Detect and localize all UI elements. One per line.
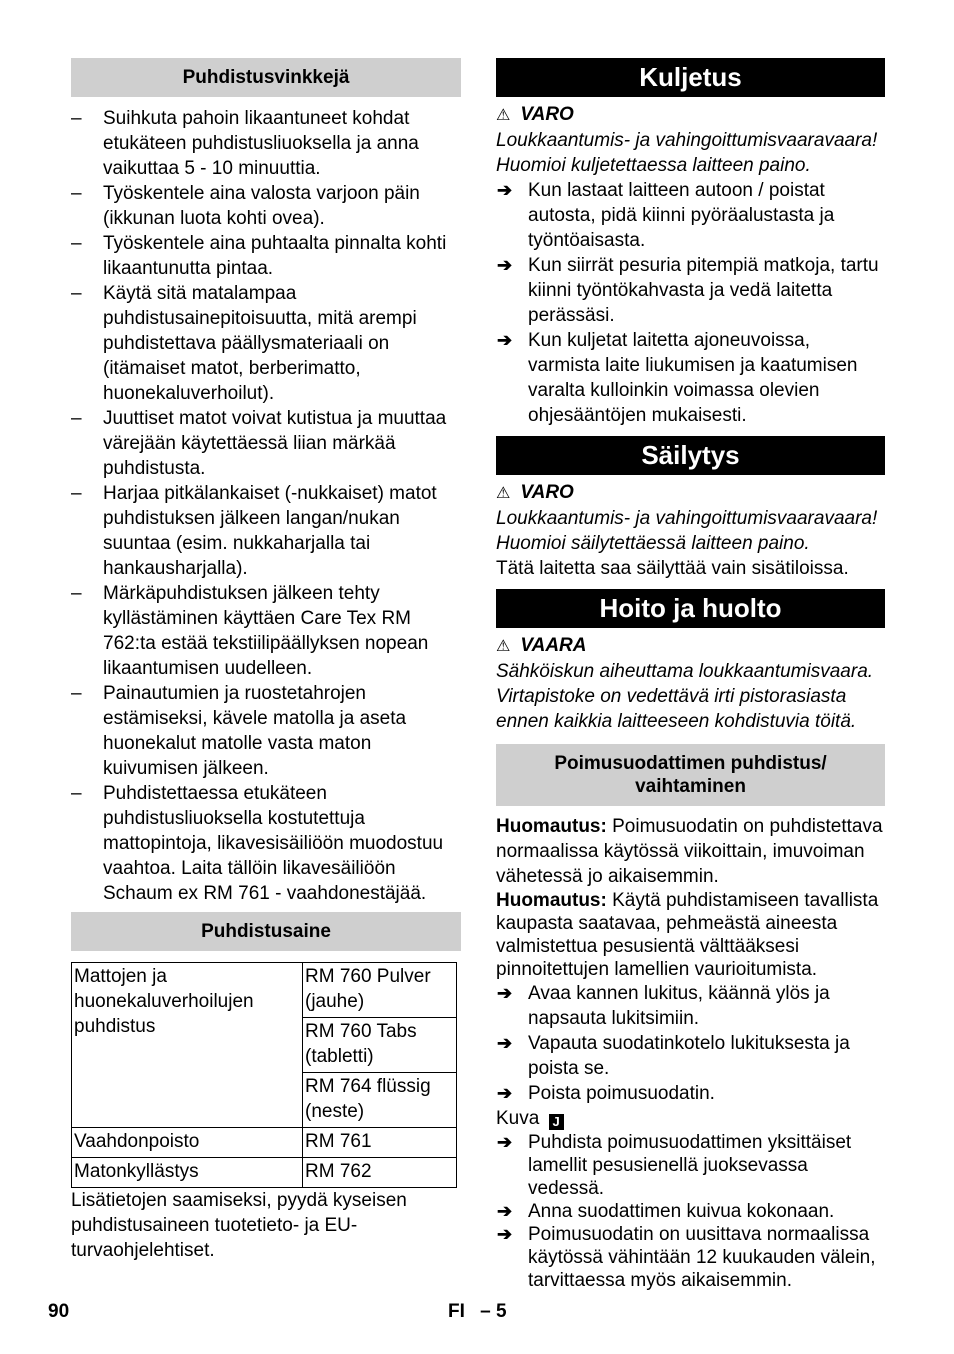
footer-lang: FI [448,1301,465,1322]
list-item: – Työskentele aina valosta varjoon päin (ikkunan luota kohti ovea). [71,183,420,229]
list-item: – Käytä sitä matalampaa puhdistusainepitoisuutta, mitä arempi puhdistettava päällysmateriaali on (itämaiset matot, berberimatto, huonekaluverhoilut). [71,283,417,404]
arrow-icon: ➔ [497,180,513,200]
maintenance-warning-text: Sähköiskun aiheuttama loukkaantumisvaara. Virtapistoke on vedettävä irti pistorasiasta ennen kaikkia laitteeseen kohdistuvia töitä. [496,661,874,732]
list-item: ➔ Avaa kannen lukitus, käännä ylös ja napsauta lukitsimiin. [497,983,830,1029]
arrow-icon: ➔ [497,1132,513,1152]
maintenance-warning-label: ⚠ VAARA [496,635,587,656]
arrow-icon: ➔ [497,1083,513,1103]
arrow-icon: ➔ [497,255,513,275]
list-item: – Työskentele aina puhtaalta pinnalta kohti likaantunutta pintaa. [71,233,447,279]
right-column [496,58,885,1292]
note-1: Huomautus: Poimusuodatin on puhdistettava normaalissa käytössä viikoittain, imuvoiman vähetessä jo aikaisemmin. [496,816,883,887]
more-info-text: Lisätietojen saamiseksi, pyydä kyseisen puhdistusaineen tuotetieto- ja EU-turvaohjelehtiset. [71,1190,407,1261]
table-cell: RM 764 flüssig (neste) [303,1073,457,1128]
left-column [71,58,461,1263]
list-item: – Painautumien ja ruostetahrojen estämiseksi, kävele matolla ja aseta huonekalut matolle vasta maton kuivumisen jälkeen. [71,683,407,779]
arrow-icon: ➔ [497,330,513,350]
footer-section [448,1299,507,1324]
storage-note: Tätä laitetta saa säilyttää vain sisätiloissa. [496,558,849,579]
list-item: ➔ Puhdista poimusuodattimen yksittäiset lamellit pesusienellä juoksevassa vedessä. [497,1132,852,1199]
figure-reference: Kuva J [496,1106,885,1131]
agent-heading: Puhdistusaine [71,912,461,951]
table-cell: RM 760 Tabs (tabletti) [303,1018,457,1073]
transport-warning-text: Loukkaantumis- ja vahingoittumisvaaravaara! Huomioi kuljetettaessa laitteen paino. [496,130,878,176]
page-number: 90 [48,1301,70,1322]
storage-warning-text: Loukkaantumis- ja vahingoittumisvaaravaara! Huomioi säilytettäessä laitteen paino. [496,508,878,554]
warning-triangle-icon: ⚠ [496,485,511,502]
tips-heading: Puhdistusvinkkejä [71,58,461,97]
transport-warning-label: ⚠ VARO [496,104,574,125]
list-item: – Märkäpuhdistuksen jälkeen tehty kyllästäminen käyttäen Care Tex RM 762:ta estää tekstiilipäällyksen nopean likaantumisen uudelleen. [71,583,429,679]
maintenance-heading: Hoito ja huolto [496,589,885,628]
filter-steps-b [496,1131,885,1292]
storage-heading: Säilytys [496,436,885,475]
table-cell: Vaahdonpoisto [72,1128,303,1158]
tips-list [71,106,461,906]
arrow-icon: ➔ [497,1033,513,1053]
arrow-icon: ➔ [497,1224,513,1244]
table-cell: RM 761 [303,1128,457,1158]
list-item: ➔ Kun kuljetat laitetta ajoneuvoissa, varmista laite liukumisen ja kaatumisen varalta kulloinkin voimassa olevien ohjesääntöjen mukaisesti. [497,330,858,426]
transport-heading: Kuljetus [496,58,885,97]
table-cell: RM 762 [303,1158,457,1188]
arrow-icon: ➔ [497,1201,513,1221]
list-item: ➔ Poista poimusuodatin. [497,1083,715,1104]
table-cell: Matonkyllästys [72,1158,303,1188]
list-item: ➔ Kun siirrät pesuria pitempiä matkoja, tartu kiinni työntökahvasta ja vedä laitetta perässäsi. [497,255,879,326]
warning-triangle-icon: ⚠ [496,107,511,124]
table-row [72,963,457,1018]
list-item: ➔ Kun lastaat laitteen autoon / poistat autosta, pidä kiinni pyöräalustasta ja työntöaisasta. [497,180,835,251]
list-item: – Puhdistettaessa etukäteen puhdistusliuoksella kostutettuja mattopintoja, likavesisäiliöön muodostuu vaahtoa. Laita tällöin likavesäiliöön Schaum ex RM 761 - vaahdonestäjää. [71,783,444,904]
storage-warning-label: ⚠ VARO [496,482,574,503]
figure-label-box: J [549,1114,564,1130]
filter-steps-a [496,981,885,1106]
list-item: – Suihkuta pahoin likaantuneet kohdat etukäteen puhdistusliuoksella ja anna vaikuttaa 5 - 10 minuuttia. [71,108,419,179]
agent-table [71,962,457,1188]
filter-heading: Poimusuodattimen puhdistus/ vaihtaminen [496,744,885,806]
table-row [72,1128,457,1158]
table-row [72,1158,457,1188]
table-cell: RM 760 Pulver (jauhe) [303,963,457,1018]
footer-section-page: – 5 [480,1301,507,1322]
list-item: ➔ Poimusuodatin on uusittava normaalissa käytössä vähintään 12 kuukauden välein, tarvittaessa myös aikaisemmin. [497,1224,876,1291]
note-2: Huomautus: Käytä puhdistamiseen tavallista kaupasta saatavaa, pehmeästä aineesta valmistettua pesusientä välttääksesi pinnoitettujen lamellien vaurioitumista. [496,890,879,980]
arrow-icon: ➔ [497,983,513,1003]
list-item: ➔ Anna suodattimen kuivua kokonaan. [497,1201,835,1222]
list-item: – Juuttiset matot voivat kutistua ja muuttaa värejään käytettäessä liian märkää puhdistusta. [71,408,447,479]
list-item: ➔ Vapauta suodatinkotelo lukituksesta ja poista se. [497,1033,850,1079]
warning-triangle-icon: ⚠ [496,638,511,655]
table-cell: Mattojen ja huonekaluverhoilujen puhdistus [72,963,303,1128]
transport-steps [496,178,885,428]
list-item: – Harjaa pitkälankaiset (-nukkaiset) matot puhdistuksen jälkeen langan/nukan suuntaa (esim. nukkaharjalla tai hankausharjalla). [71,483,437,579]
